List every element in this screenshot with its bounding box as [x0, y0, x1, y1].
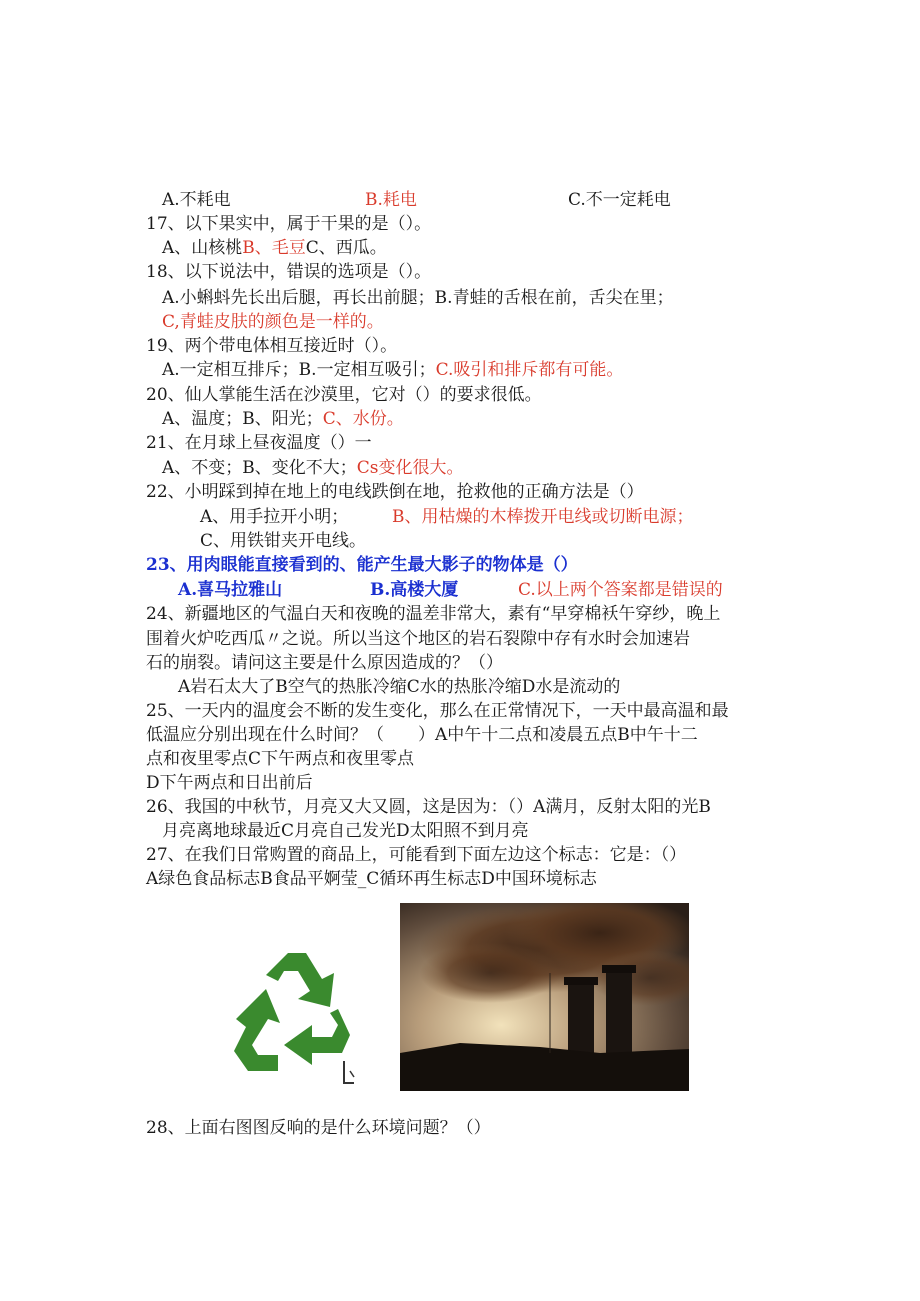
q20-stem: 20、仙人掌能生活在沙漠里，它对（）的要求很低。 — [146, 385, 542, 405]
q21-stem: 21、在月球上昼夜温度（）一 — [146, 433, 372, 453]
q20-options-ab: A、温度；B、阳光； — [162, 409, 323, 429]
q20-option-c: C、水份。 — [322, 409, 404, 429]
q16-option-a: A.不耗电 — [162, 190, 231, 210]
q18-options-ab: A.小蝌蚪先长出后腿，再长出前腿；B.青蛙的舌根在前，舌尖在里； — [162, 288, 674, 308]
q25-line-2: 低温应分别出现在什么时间？（ ）A中午十二点和凌晨五点B中午十二 — [146, 725, 698, 745]
q26-line-2: 月亮离地球最近C月亮自己发光D太阳照不到月亮 — [162, 821, 529, 841]
q21-option-c: Cs变化很大。 — [356, 458, 464, 478]
q27-line-2: A绿色食品标志B食品平婀莹_C循环再生标志D中国环境标志 — [146, 869, 597, 889]
q17-stem: 17、以下果实中，属于干果的是（）。 — [146, 214, 432, 234]
q16-option-b: B.耗电 — [365, 190, 417, 210]
q26-line-1: 26、我国的中秋节，月亮又大又圆，这是因为：（）A满月，反射太阳的光B — [146, 797, 711, 817]
q22-option-a: A、用手拉开小明； — [200, 507, 349, 527]
q19-options-ab: A.一定相互排斥；B.一定相互吸引； — [162, 360, 436, 380]
q19-options — [162, 358, 623, 382]
q19-option-c: C.吸引和排斥都有可能。 — [435, 360, 624, 380]
q17-option-c: C、西瓜。 — [305, 238, 387, 258]
q16-option-c: C.不一定耗电 — [568, 190, 671, 210]
q23-stem: 23、用肉眼能直接看到的、能产生最大影子的物体是（） — [146, 555, 578, 575]
q28-stem: 28、上面右图图反响的是什么环境问题？（） — [146, 1118, 491, 1138]
q22-option-b: B、用枯燥的木棒拨开电线或切断电源； — [392, 507, 694, 527]
q24-line-4: A岩石太大了B空气的热胀冷缩C水的热胀冷缩D水是流动的 — [178, 677, 621, 697]
q18-option-c: C,青蛙皮肤的颜色是一样的。 — [162, 312, 384, 332]
q21-options-ab: A、不变；B、变化不大； — [162, 458, 357, 478]
q25-line-4: D下午两点和日出前后 — [146, 773, 313, 793]
q19-stem: 19、两个带电体相互接近时（）。 — [146, 336, 398, 356]
q25-line-1: 25、一天内的温度会不断的发生变化，那么在正常情况下，一天中最高温和最 — [146, 701, 729, 721]
q23-option-b: B.高楼大厦 — [370, 580, 459, 600]
q17-options — [162, 236, 387, 260]
q22-stem: 22、小明踩到掉在地上的电线跌倒在地，抢救他的正确方法是（） — [146, 482, 644, 502]
q21-options — [162, 456, 464, 480]
q17-option-b: B、毛豆 — [242, 238, 306, 258]
q17-option-a: A、山核桃 — [162, 238, 243, 258]
q24-line-2: 围着火炉吃西瓜〃之说。所以当这个地区的岩石裂隙中存有水时会加速岩 — [146, 629, 690, 649]
q24-line-1: 24、新疆地区的气温白天和夜晚的温差非常大，素有“早穿棉袄午穿纱，晚上 — [146, 604, 721, 624]
smokestack-photo — [400, 903, 689, 1091]
q24-line-3: 石的崩裂。请问这主要是什么原因造成的？（） — [146, 653, 503, 673]
recycle-icon — [226, 945, 356, 1087]
q20-options — [162, 407, 404, 431]
q23-option-c: C.以上两个答案都是错误的 — [518, 580, 723, 600]
q18-stem: 18、以下说法中，错误的选项是（）。 — [146, 262, 432, 282]
q23-option-a: A.喜马拉雅山 — [178, 580, 283, 600]
q22-option-c: C、用铁钳夹开电线。 — [200, 531, 367, 551]
q25-line-3: 点和夜里零点C下午两点和夜里零点 — [146, 749, 415, 769]
q27-line-1: 27、在我们日常购置的商品上，可能看到下面左边这个标志：它是：（） — [146, 845, 687, 865]
